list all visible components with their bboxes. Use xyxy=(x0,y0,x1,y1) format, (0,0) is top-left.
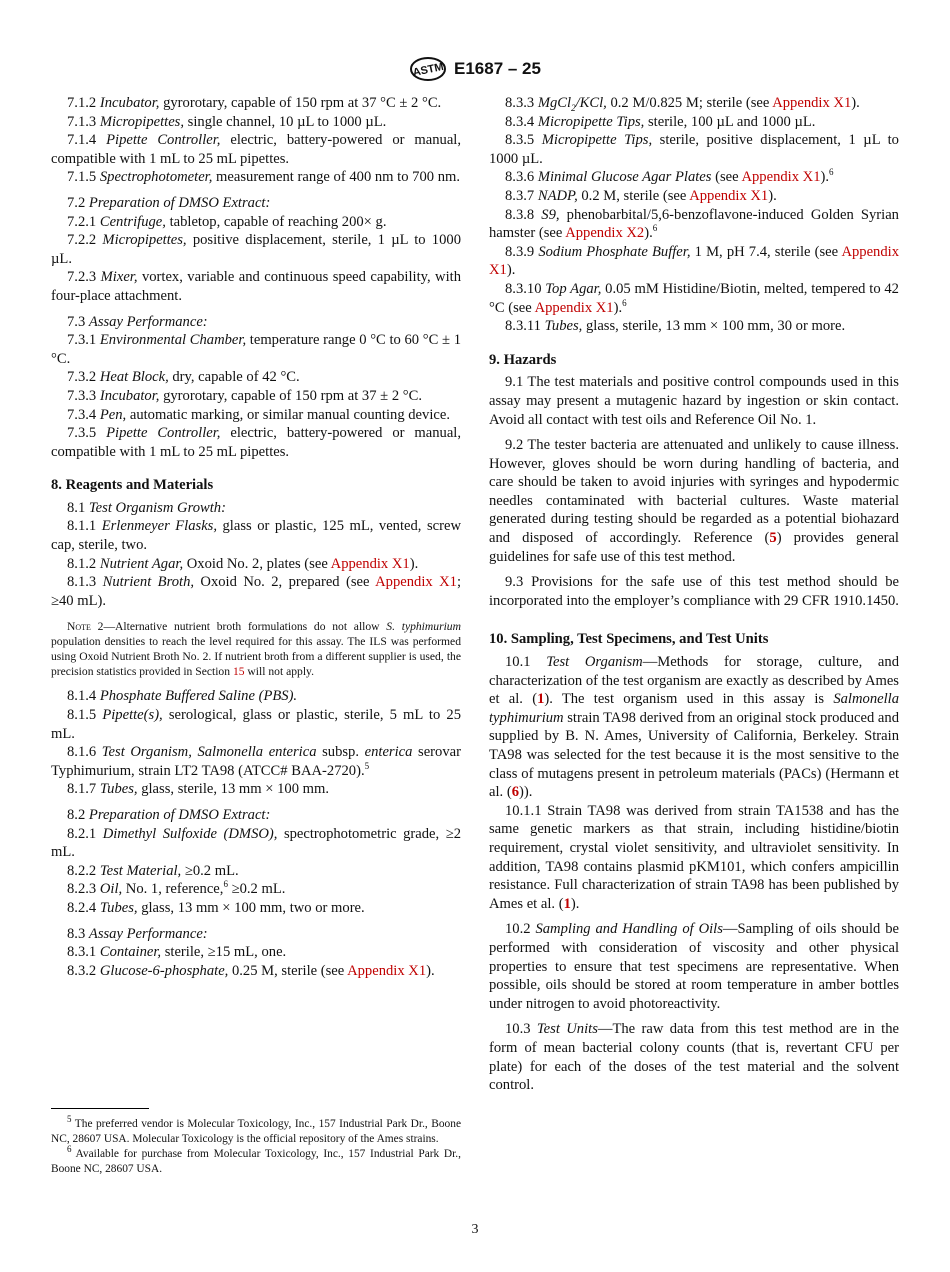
appendix-x2-link[interactable]: Appendix X2 xyxy=(565,225,645,242)
para-8-2-2: 8.2.2 Test Material, ≥0.2 mL. xyxy=(67,862,239,879)
para-8-1-6: 8.1.6 Test Organism, Salmonella enterica subsp. enterica serovar Typhimurium, strain LT2 TA98 (ATCC# BAA-2720).$^5$ xyxy=(51,744,461,779)
appendix-x1-link[interactable]: Appendix X1 xyxy=(689,187,769,204)
page-number: 3 xyxy=(471,1222,479,1237)
para-7-3-3: 7.3.3 Incubator, gyrorotary, capable of 150 rpm at 37 ± 2 °C. xyxy=(67,387,422,404)
reference-5-link[interactable]: 5 xyxy=(769,530,777,547)
para-8-3-1: 8.3.1 Container, sterile, ≥15 mL, one. xyxy=(67,944,287,961)
page-header xyxy=(0,57,950,83)
para-8-2-4: 8.2.4 Tubes, glass, 13 mm × 100 mm, two or more. xyxy=(67,899,365,916)
para-7-2: 7.2 Preparation of DMSO Extract: xyxy=(67,194,271,211)
reference-1-link[interactable]: 1 xyxy=(537,691,545,708)
para-7-3-2: 7.3.2 Heat Block, dry, capable of 42 °C. xyxy=(67,369,300,386)
para-10-1: 10.1 Test Organism—Methods for storage, culture, and characterization of the test organism are exactly as described by Ames et al. (1). The test organism used in this assay is Salmonella typhimurium strain TA98 derived from an original stock produced and supplied by B. N. Ames, University of California, Berkeley. Strain TA98 was selected for the test because it is the most sensitive to the class of mutagens present in petroleum materials (PACs) (Hermann et al. (6)). xyxy=(489,654,899,801)
para-10-3: 10.3 Test Units—The raw data from this test method are in the form of mean bacterial colony counts (that is, revertant CFU per plate) for each of the doses of the test material and the solvent control. xyxy=(489,1021,899,1094)
appendix-x1-link[interactable]: Appendix X1 xyxy=(347,962,427,979)
para-8-3-6: 8.3.6 Minimal Glucose Agar Plates (see Appendix X1).$^6$ xyxy=(505,167,834,186)
para-8-3-4: 8.3.4 Micropipette Tips, sterile, 100 µL and 1000 µL. xyxy=(505,113,816,130)
para-7-2-1: 7.2.1 Centrifuge, tabletop, capable of reaching 200× g. xyxy=(67,213,387,230)
para-10-2: 10.2 Sampling and Handling of Oils—Sampling of oils should be performed with consideration of viscosity and other physical properties to ensure that test specimens are representative. When possible, oils should be stored at room temperature in amber bottles under nitrogen to avoid photoreactivity. xyxy=(489,921,899,1012)
para-8-1-4: 8.1.4 Phosphate Buffered Saline (PBS). xyxy=(67,688,298,705)
para-8-3-7: 8.3.7 NADP, 0.2 M, sterile (see Appendix X1). xyxy=(505,187,777,204)
svg-text:ASTM: ASTM xyxy=(411,60,445,80)
para-7-3: 7.3 Assay Performance: xyxy=(67,313,208,330)
para-7-1-2: 7.1.2 Incubator, gyrorotary, capable of 150 rpm at 37 °C ± 2 °C. xyxy=(67,95,442,111)
para-8-3: 8.3 Assay Performance: xyxy=(67,925,208,942)
para-9-3: 9.3 Provisions for the safe use of this test method should be incorporated into the employer’s compliance with 29 CFR 1910.1450. xyxy=(489,574,899,609)
note-2: Note 2—Alternative nutrient broth formulations do not allow S. typhimurium population densities to reach the level required for this assay. The ILS was performed using Oxoid Nutrient Broth No. 2. If nutrient broth from a different supplier is used, the precision statistics provided in Section 15 will not apply. xyxy=(51,620,461,679)
footnotes xyxy=(51,1114,461,1177)
para-7-3-4: 7.3.4 Pen, automatic marking, or similar manual counting device. xyxy=(67,406,450,423)
section-8-heading: 8. Reagents and Materials xyxy=(51,477,214,494)
astm-logo xyxy=(409,57,447,81)
appendix-x1-link[interactable]: Appendix X1 xyxy=(534,299,614,316)
para-7-1-4: 7.1.4 Pipette Controller, electric, battery-powered or manual, compatible with 1 mL to 25 mL pipettes. xyxy=(51,132,461,167)
reference-1-link[interactable]: 1 xyxy=(563,895,571,912)
para-8-1-5: 8.1.5 Pipette(s), serological, glass or plastic, sterile, 5 mL to 25 mL. xyxy=(51,707,461,742)
footnote-rule xyxy=(51,1108,149,1109)
appendix-x1-link[interactable]: Appendix X1 xyxy=(741,169,821,186)
para-9-1: 9.1 The test materials and positive control compounds used in this assay may present a mutagenic hazard by ingestion or skin contact. Avoid all contact with test oils and Reference Oil No. 1. xyxy=(489,374,899,428)
para-7-3-1: 7.3.1 Environmental Chamber, temperature range 0 °C to 60 °C ± 1 °C. xyxy=(51,332,461,367)
para-8-3-3: 8.3.3 MgCl$_2$/KCl, 0.2 M/0.825 M; sterile (see Appendix X1). xyxy=(505,95,860,113)
para-8-3-10: 8.3.10 Top Agar, 0.05 mM Histidine/Biotin, melted, tempered to 42 °C (see Appendix X1).$^6$ xyxy=(489,280,899,316)
footnote-5: $^5$ The preferred vendor is Molecular Toxicology, Inc., 157 Industrial Park Dr., Boone NC, 28607 USA. Molecular Toxicology is the official repository of the Ames strains. xyxy=(51,1114,461,1145)
para-10-1-1: 10.1.1 Strain TA98 was derived from strain TA1538 and has the same genetic markers as that strain, including histidine/biotin requirement, crystal violet sensitivity, and ultraviolet sensitivity. In addition, TA98 contains plasmid pKM101, which confers ampicillin resistance. Full characterization of strain TA98 has been published by Ames et al. (1). xyxy=(489,802,899,912)
section-15-link[interactable]: 15 xyxy=(232,665,245,679)
para-8-1-2: 8.1.2 Nutrient Agar, Oxoid No. 2, plates (see Appendix X1). xyxy=(67,555,419,572)
appendix-x1-link[interactable]: Appendix X1 xyxy=(489,243,899,279)
appendix-x1-link[interactable]: Appendix X1 xyxy=(772,95,852,111)
appendix-x1-link[interactable]: Appendix X1 xyxy=(330,555,410,572)
left-column xyxy=(51,94,461,980)
para-8-3-11: 8.3.11 Tubes, glass, sterile, 13 mm × 100 mm, 30 or more. xyxy=(505,318,846,335)
para-7-2-2: 7.2.2 Micropipettes, positive displacement, sterile, 1 µL to 1000 µL. xyxy=(51,232,461,267)
para-9-2: 9.2 The tester bacteria are attenuated and unlikely to cause illness. However, gloves should be worn during handling of bacteria, and care should be taken to avoid injuries with syringes and hypodermic needles contaminated with bacterial cultures. Waste material generated during testing should be regarded as a potential biohazard and disposed of accordingly. Reference (5) provides general guidelines for safe use of this test method. xyxy=(489,437,899,565)
para-8-1-3: 8.1.3 Nutrient Broth, Oxoid No. 2, prepared (see Appendix X1; ≥40 mL). xyxy=(51,574,461,609)
section-9-heading: 9. Hazards xyxy=(489,351,557,368)
para-8-3-5: 8.3.5 Micropipette Tips, sterile, positive displacement, 1 µL to 1000 µL. xyxy=(489,132,899,167)
para-8-1: 8.1 Test Organism Growth: xyxy=(67,499,226,516)
para-8-1-7: 8.1.7 Tubes, glass, sterile, 13 mm × 100 mm. xyxy=(67,781,330,798)
section-10-heading: 10. Sampling, Test Specimens, and Test Units xyxy=(489,631,769,648)
para-7-2-3: 7.2.3 Mixer, vortex, variable and continuous speed capability, with four-place attachment. xyxy=(51,269,461,304)
para-8-1-1: 8.1.1 Erlenmeyer Flasks, glass or plastic, 125 mL, vented, screw cap, sterile, two. xyxy=(51,518,461,554)
footnote-6: $^6$ Available for purchase from Molecular Toxicology, Inc., 157 Industrial Park Dr., Boone NC, 28607 USA. xyxy=(51,1144,461,1175)
para-8-3-2: 8.3.2 Glucose-6-phosphate, 0.25 M, sterile (see Appendix X1). xyxy=(67,962,435,979)
para-8-2-1: 8.2.1 Dimethyl Sulfoxide (DMSO), spectrophotometric grade, ≥2 mL. xyxy=(51,825,461,861)
para-7-1-5: 7.1.5 Spectrophotometer, measurement range of 400 nm to 700 nm. xyxy=(67,169,461,186)
reference-6-link[interactable]: 6 xyxy=(511,784,519,801)
para-8-3-9: 8.3.9 Sodium Phosphate Buffer, 1 M, pH 7.4, sterile (see Appendix X1). xyxy=(489,243,899,279)
para-7-3-5: 7.3.5 Pipette Controller, electric, battery-powered or manual, compatible with 1 mL to 25 mL pipettes. xyxy=(51,425,461,460)
right-column xyxy=(489,94,899,1095)
appendix-x1-link[interactable]: Appendix X1 xyxy=(375,574,457,591)
para-8-2: 8.2 Preparation of DMSO Extract: xyxy=(67,807,271,823)
para-8-2-3: 8.2.3 Oil, No. 1, reference,$^6$ ≥0.2 mL. xyxy=(67,879,286,898)
para-7-1-3: 7.1.3 Micropipettes, single channel, 10 µL to 1000 µL. xyxy=(67,113,387,130)
para-8-3-8: 8.3.8 S9, phenobarbital/5,6-benzoflavone-induced Golden Syrian hamster (see Appendix X2).$^6$ xyxy=(489,206,899,242)
standard-designation: E1687 – 25 xyxy=(454,59,541,78)
